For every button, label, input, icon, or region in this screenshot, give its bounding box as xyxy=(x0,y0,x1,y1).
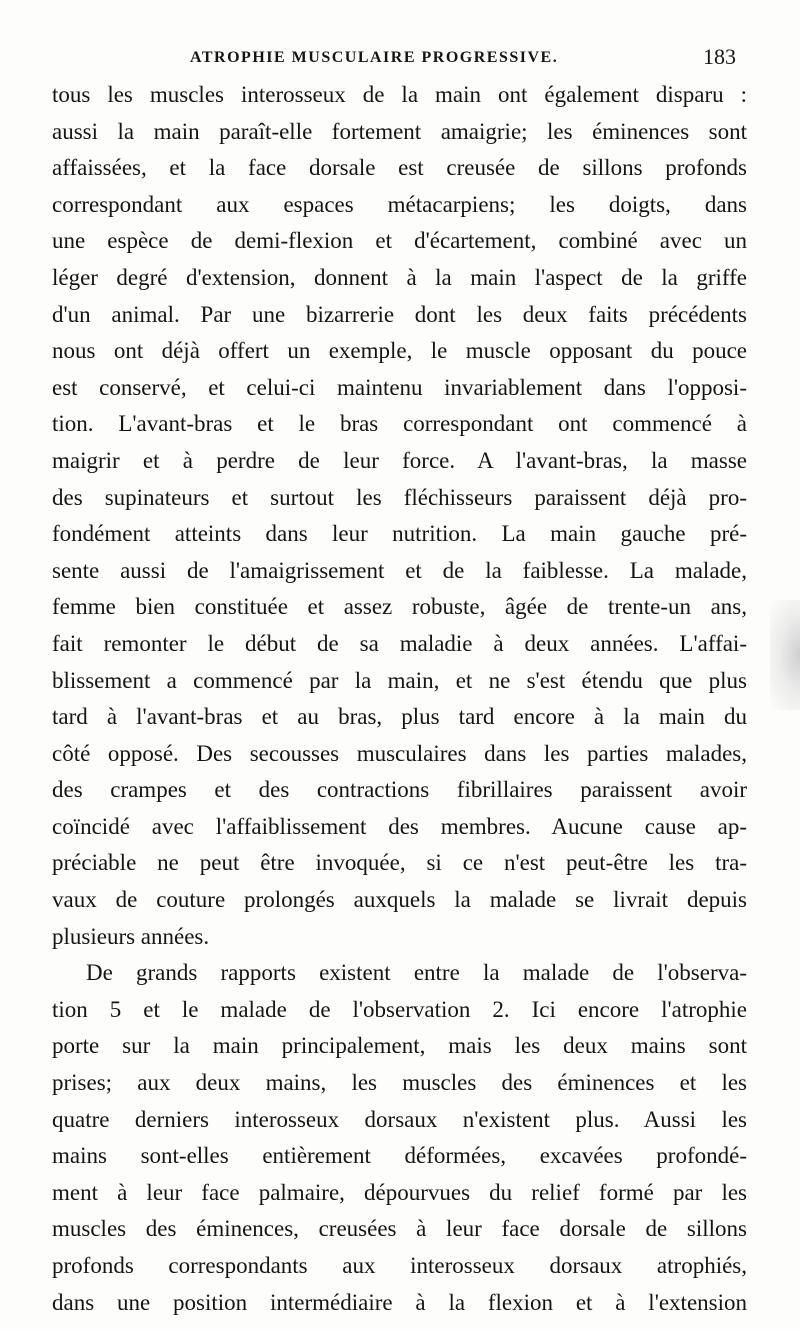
page-shadow xyxy=(770,600,800,710)
text-line: correspondant aux espaces métacarpiens; les doigts, dans xyxy=(52,191,747,217)
text-line: affaissées, et la face dorsale est creusée de sillons profonds xyxy=(52,155,747,181)
text-line: coïncidé avec l'affaiblissement des membres. Aucune cause ap- xyxy=(52,813,747,839)
text-line: femme bien constituée et assez robuste, âgée de trente-un ans, xyxy=(52,594,747,620)
page-header xyxy=(0,44,800,74)
text-line: prises; aux deux mains, les muscles des éminences et les xyxy=(52,1070,747,1096)
text-line: porte sur la main principalement, mais les deux mains sont xyxy=(52,1033,747,1059)
body-text xyxy=(52,77,747,1321)
text-line: fondément atteints dans leur nutrition. La main gauche pré- xyxy=(52,521,747,547)
text-line: dans une position intermédiaire à la flexion et à l'extension xyxy=(52,1289,747,1315)
text-line: blissement a commencé par la main, et ne s'est étendu que plus xyxy=(52,667,747,693)
text-line: tard à l'avant-bras et au bras, plus tard encore à la main du xyxy=(52,704,747,730)
page-number: 183 xyxy=(703,44,736,69)
paragraph-2 xyxy=(52,955,747,1321)
text-line: des crampes et des contractions fibrillaires paraissent avoir xyxy=(52,777,747,803)
text-line: profonds correspondants aux interosseux dorsaux atrophiés, xyxy=(52,1253,747,1278)
text-line: tion 5 et le malade de l'observation 2. Ici encore l'atrophie xyxy=(52,996,747,1022)
text-line: est conservé, et celui-ci maintenu invariablement dans l'opposi- xyxy=(52,374,747,400)
running-title: ATROPHIE MUSCULAIRE PROGRESSIVE. xyxy=(190,49,559,66)
text-line: De grands rapports existent entre la malade de l'observa- xyxy=(86,960,747,986)
text-line: d'un animal. Par une bizarrerie dont les deux faits précédents xyxy=(52,301,747,327)
text-line: tion. L'avant-bras et le bras correspondant ont commencé à xyxy=(52,411,747,437)
text-line: léger degré d'extension, donnent à la main l'aspect de la griffe xyxy=(52,264,747,290)
text-line: fait remonter le début de sa maladie à deux années. L'affai- xyxy=(52,630,747,656)
text-line: quatre derniers interosseux dorsaux n'existent plus. Aussi les xyxy=(52,1106,747,1132)
text-line: côté opposé. Des secousses musculaires dans les parties malades, xyxy=(52,740,747,766)
text-line: aussi la main paraît-elle fortement amaigrie; les éminences sont xyxy=(52,118,747,144)
text-line: une espèce de demi-flexion et d'écartement, combiné avec un xyxy=(52,228,747,254)
text-line: mains sont-elles entièrement déformées, excavées profondé- xyxy=(52,1143,747,1169)
text-line: des supinateurs et surtout les fléchisseurs paraissent déjà pro- xyxy=(52,484,747,510)
text-line: tous les muscles interosseux de la main ont également disparu : xyxy=(52,82,747,107)
text-line: maigrir et à perdre de leur force. A l'avant-bras, la masse xyxy=(52,447,747,473)
text-line: sente aussi de l'amaigrissement et de la faiblesse. La malade, xyxy=(52,557,747,583)
paragraph-1 xyxy=(52,77,747,955)
text-line: préciable ne peut être invoquée, si ce n'est peut-être les tra- xyxy=(52,850,747,876)
text-line: muscles des éminences, creusées à leur face dorsale de sillons xyxy=(52,1216,747,1242)
text-line: plusieurs années. xyxy=(52,923,210,949)
text-line: vaux de couture prolongés auxquels la malade se livrait depuis xyxy=(52,887,747,913)
text-line: ment à leur face palmaire, dépourvues du relief formé par les xyxy=(52,1179,747,1205)
text-line: nous ont déjà offert un exemple, le muscle opposant du pouce xyxy=(52,338,747,364)
